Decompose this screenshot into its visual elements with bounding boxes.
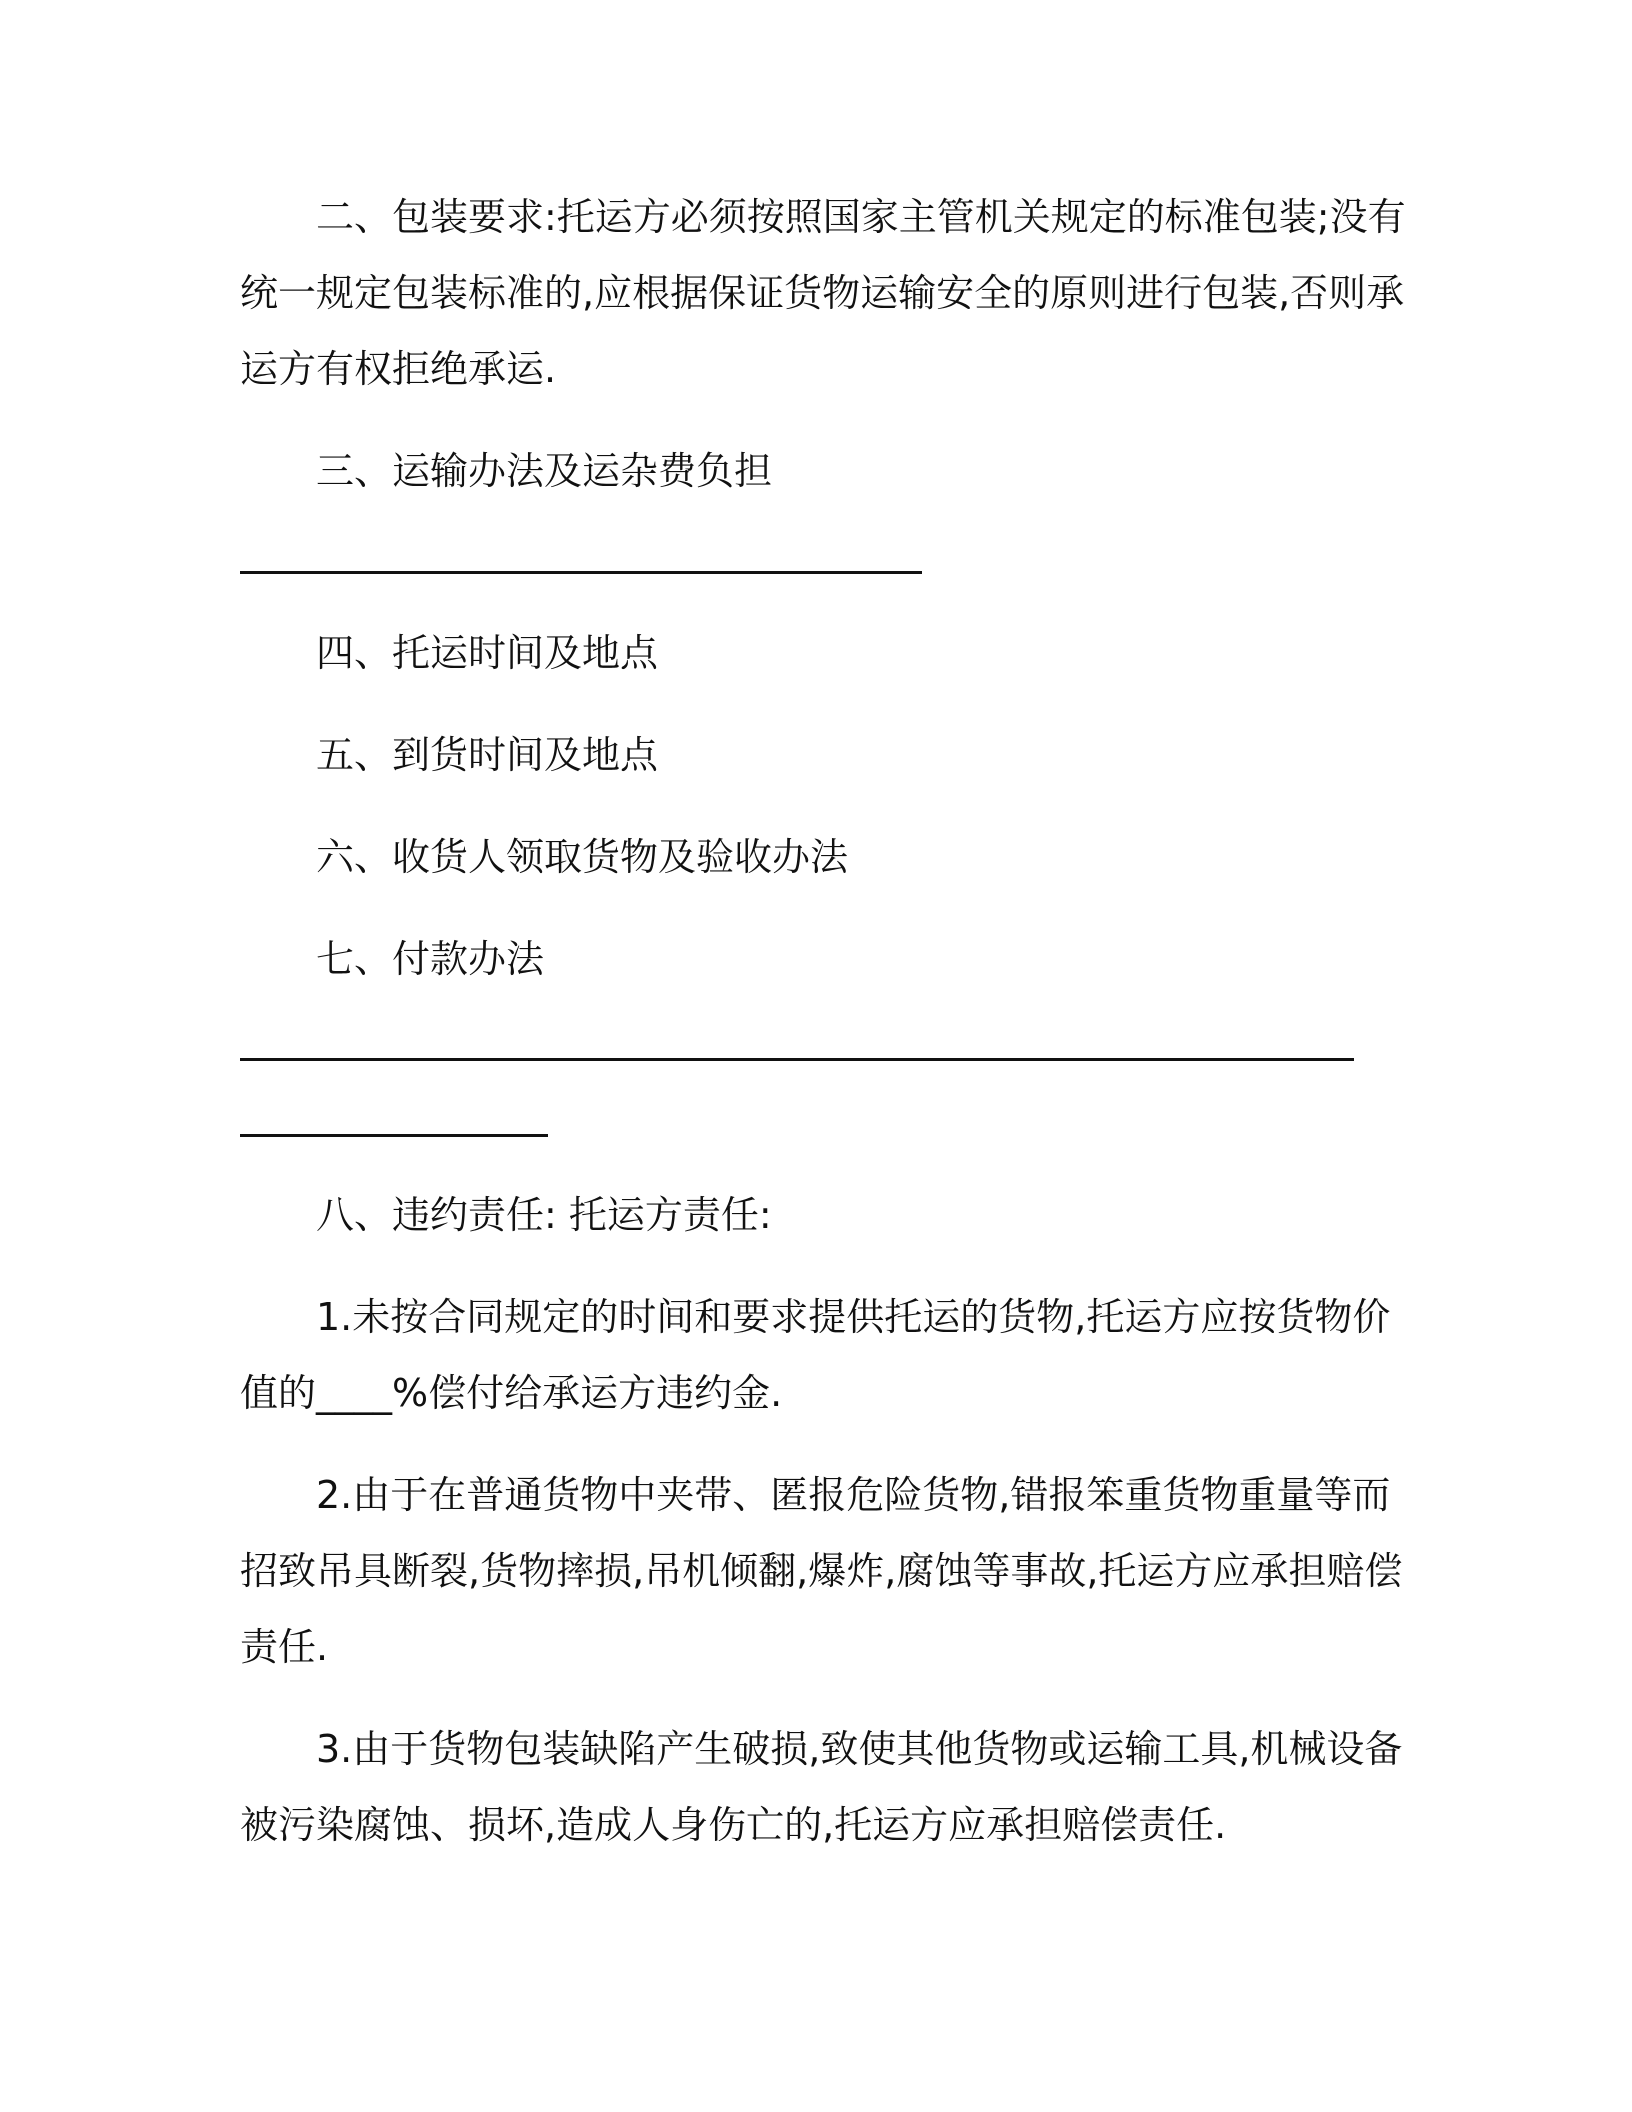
section-consign-time-place: 四、托运时间及地点 [316, 631, 659, 675]
item-2-line-1: 2.由于在普通货物中夹带、匿报危险货物,错报笨重货物重量等而 [316, 1473, 1391, 1517]
section-packaging-line-2: 统一规定包装标准的,应根据保证货物运输安全的原则进行包装,否则承 [240, 271, 1405, 315]
item-1-line-1: 1.未按合同规定的时间和要求提供托运的货物,托运方应按货物价 [316, 1295, 1391, 1339]
fill-in-blank-line [240, 1058, 1354, 1061]
section-packaging-line-3: 运方有权拒绝承运. [240, 347, 557, 391]
item-3-line-1: 3.由于货物包装缺陷产生破损,致使其他货物或运输工具,机械设备 [316, 1727, 1403, 1771]
item-1-line-2: 值的____%偿付给承运方违约金. [240, 1371, 783, 1415]
section-breach: 八、违约责任: 托运方责任: [316, 1193, 772, 1237]
section-receipt-inspection: 六、收货人领取货物及验收办法 [316, 835, 849, 879]
item-3-line-2: 被污染腐蚀、损坏,造成人身伤亡的,托运方应承担赔偿责任. [240, 1803, 1227, 1847]
fill-in-blank-line [240, 1134, 548, 1137]
fill-in-blank-line [240, 571, 922, 574]
section-transport-method: 三、运输办法及运杂费负担 [316, 449, 773, 493]
section-packaging-line-1: 二、包装要求:托运方必须按照国家主管机关规定的标准包装;没有 [316, 195, 1406, 239]
section-arrival-time-place: 五、到货时间及地点 [316, 733, 659, 777]
item-2-line-3: 责任. [240, 1625, 329, 1669]
item-2-line-2: 招致吊具断裂,货物摔损,吊机倾翻,爆炸,腐蚀等事故,托运方应承担赔偿 [240, 1549, 1403, 1593]
section-payment-method: 七、付款办法 [316, 937, 545, 981]
